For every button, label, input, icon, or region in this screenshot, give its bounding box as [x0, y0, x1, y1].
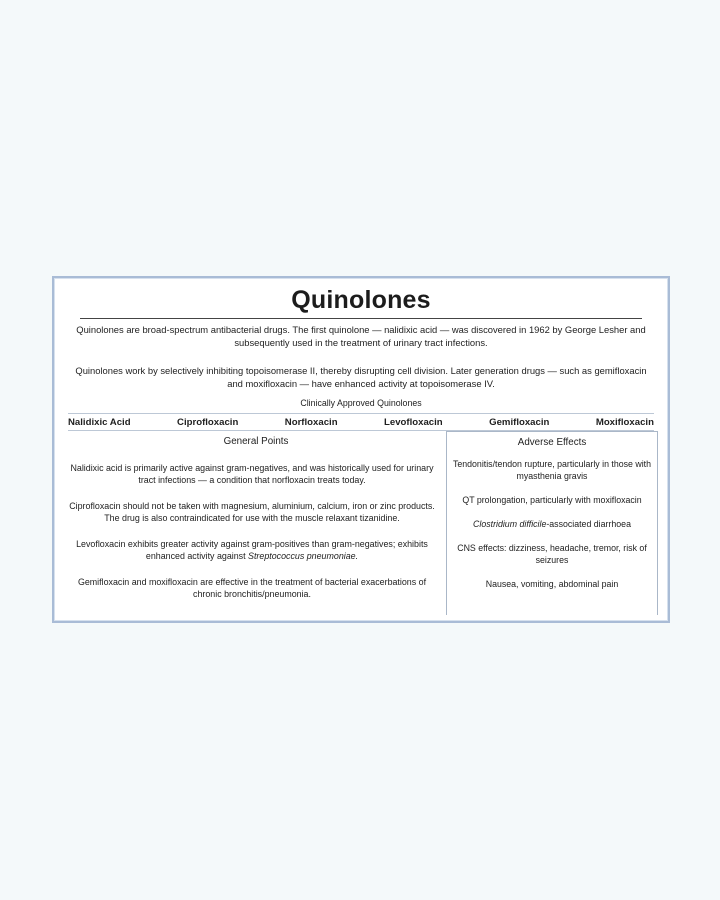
- clostridium-italic: Clostridium difficile: [473, 519, 547, 529]
- adverse-effect-cdiff: [447, 518, 657, 530]
- adverse-effect-qt: QT prolongation, particularly with moxifloxacin: [462, 495, 642, 505]
- general-point-ciprofloxacin: Ciprofloxacin should not be taken with magnesium, aluminium, calcium, iron or zinc products. The drug is also contraindicated for use with the muscle relaxant tizanidine.: [69, 501, 435, 523]
- intro-paragraph-1: Quinolones are broad-spectrum antibacterial drugs. The first quinolone — nalidixic acid — was discovered in 1962 by George Lesher and subsequently used in the treatment of urinary tract infections.: [76, 324, 646, 348]
- drug-moxifloxacin: Moxifloxacin: [595, 416, 654, 428]
- adverse-effect-gi: Nausea, vomiting, abdominal pain: [485, 579, 619, 589]
- drug-list: [68, 413, 654, 431]
- adverse-effects-list: [447, 458, 657, 590]
- approved-quinolones-heading: Clinically Approved Quinolones: [300, 398, 422, 408]
- title-divider: [80, 318, 642, 319]
- general-point-gemifloxacin: Gemifloxacin and moxifloxacin are effective in the treatment of bacterial exacerbations of chronic bronchitis/pneumonia.: [77, 577, 427, 599]
- drug-norfloxacin: Norfloxacin: [284, 416, 338, 428]
- adverse-effect-cdiff-text: -associated diarrhoea: [546, 519, 631, 529]
- general-point-levofloxacin: [66, 538, 438, 562]
- adverse-effects-heading: Adverse Effects: [517, 437, 587, 448]
- general-point-nalidixic: Nalidixic acid is primarily active against gram-negatives, and was historically used for urinary tract infections — a condition that norfloxacin treats today.: [70, 463, 434, 485]
- streptococcus-italic: Streptococcus pneumoniae.: [248, 551, 359, 561]
- intro-paragraph-2: Quinolones work by selectively inhibiting topoisomerase II, thereby disrupting cell division. Later generation drugs — such as gemifloxacin and moxifloxacin — have enhanced activity at topoisomerase IV.: [75, 365, 647, 389]
- drug-nalidixic-acid: Nalidixic Acid: [68, 416, 131, 428]
- general-points-heading: General Points: [223, 436, 289, 447]
- drug-gemifloxacin: Gemifloxacin: [489, 416, 550, 428]
- drug-levofloxacin: Levofloxacin: [384, 416, 443, 428]
- adverse-effects-panel: [446, 431, 658, 615]
- drug-ciprofloxacin: Ciprofloxacin: [177, 416, 239, 428]
- general-point-levofloxacin-text: Levofloxacin exhibits greater activity against gram-positives than gram-negatives; exhibits enhanced activity against: [76, 539, 428, 561]
- general-points-list: [66, 462, 438, 614]
- quinolones-card: [52, 276, 670, 623]
- card-title: Quinolones: [291, 286, 431, 314]
- adverse-effect-cns: CNS effects: dizziness, headache, tremor, risk of seizures: [457, 543, 647, 565]
- adverse-effect-tendonitis: Tendonitis/tendon rupture, particularly in those with myasthenia gravis: [452, 459, 652, 481]
